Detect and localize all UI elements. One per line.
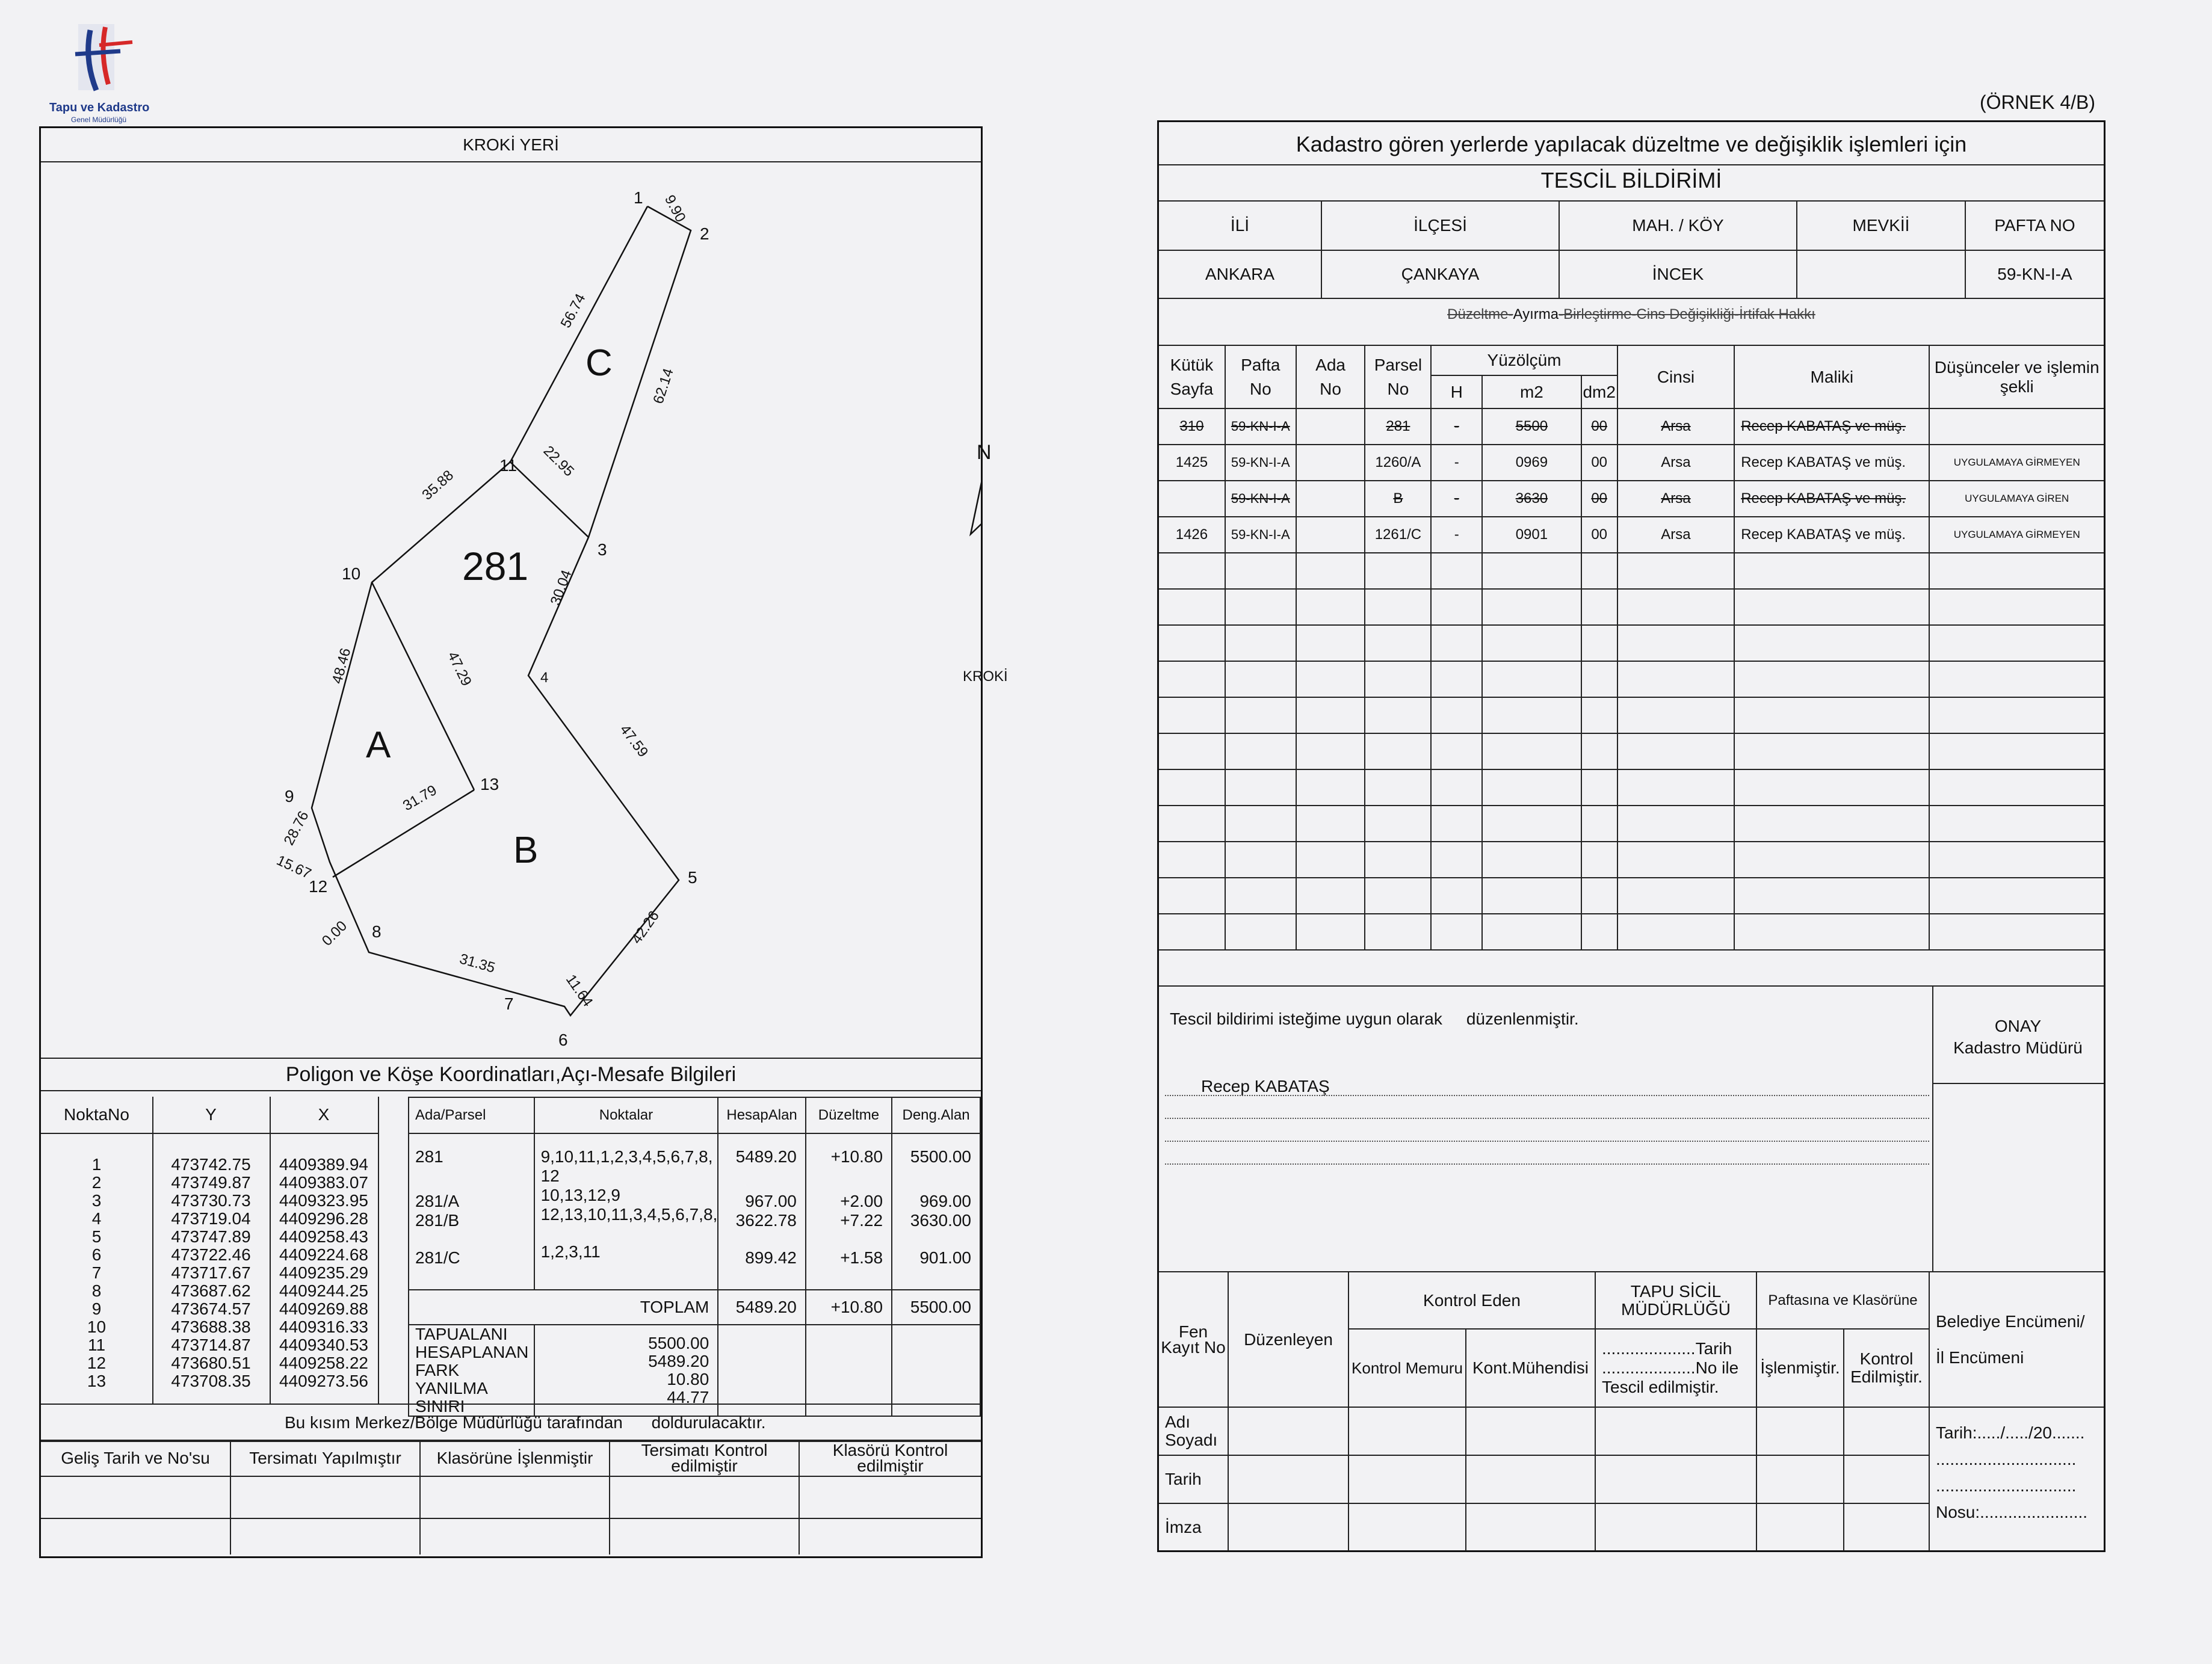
cell-h: - — [1431, 408, 1482, 445]
registry-table — [1159, 345, 2104, 951]
cell-ada — [1296, 445, 1365, 481]
cell-parsel: B — [1365, 481, 1431, 517]
distance-label: 0.00 — [318, 917, 351, 949]
coordinate-row — [41, 1246, 378, 1264]
cell-kutuk: 1425 — [1159, 445, 1225, 481]
coord-x: 4409340.53 — [279, 1336, 368, 1354]
coord-no: 10 — [87, 1317, 107, 1336]
distance-label: 28.76 — [280, 808, 312, 848]
loc-ilce-head: İLÇESİ — [1321, 201, 1559, 250]
declaration-box — [1159, 985, 2104, 1272]
col-parsel: Parsel No — [1365, 345, 1431, 408]
office-note: Bu kısım Merkez/Bölge Müdürlüğü tarafından — [285, 1413, 623, 1432]
point-label: 11 — [499, 456, 517, 475]
cell-maliki: Recep KABATAŞ ve müş. — [1734, 517, 1929, 553]
belediye-box: Belediye Encümeni/ İl Encümeni — [1929, 1272, 2104, 1407]
col-y: Y — [152, 1097, 271, 1134]
coord-no: 2 — [91, 1173, 102, 1192]
operation-type: Düzeltme-Ayırma-Birleştirme-Cins Değişikliği-İrtifak Hakkı — [1447, 306, 1815, 322]
col-yuzolcum: Yüzölçüm — [1431, 345, 1617, 375]
parcel-281-boundary — [312, 206, 691, 1015]
coord-y: 473717.67 — [171, 1263, 251, 1282]
cell-parsel: 1260/A — [1365, 445, 1431, 481]
sketch-title: KROKİ YERİ — [463, 135, 559, 154]
onay-box — [1932, 1015, 2104, 1059]
coord-x: 4409273.56 — [279, 1372, 368, 1390]
office-note-row — [41, 1404, 981, 1442]
coordinates-header — [41, 1058, 981, 1091]
loc-mevki — [1797, 250, 1965, 298]
example-ref: (ÖRNEK 4/B) — [1980, 91, 2096, 113]
distance-label: 30.04 — [547, 567, 575, 608]
coord-y: 473714.87 — [171, 1336, 251, 1354]
sketch-header — [41, 128, 981, 162]
coord-y: 473719.04 — [171, 1209, 251, 1228]
coord-no: 6 — [91, 1245, 102, 1264]
tarih-label: Tarih — [1159, 1455, 1228, 1503]
coord-no: 8 — [91, 1281, 102, 1300]
cell-h: - — [1431, 445, 1482, 481]
office-col: Klasörüne İşlenmiştir — [420, 1440, 610, 1476]
cell-cinsi: Arsa — [1617, 517, 1735, 553]
distance-label: 22.95 — [540, 442, 578, 480]
coord-y: 473722.46 — [171, 1245, 251, 1264]
area-hesap: 5489.20 967.00 3622.78 899.42 — [718, 1133, 806, 1290]
cell-m2: 0901 — [1482, 517, 1581, 553]
coord-x: 4409316.33 — [279, 1317, 368, 1336]
kroki-label: KROKİ — [963, 668, 1008, 685]
cell-h: - — [1431, 517, 1482, 553]
point-label: 1 — [634, 188, 643, 207]
area-parsels: 281 281/A 281/B 281/C — [409, 1133, 534, 1290]
coord-x: 4409389.94 — [279, 1155, 368, 1174]
point-label: 6 — [558, 1031, 568, 1049]
logo-sub: Genel Müdürlüğü — [71, 116, 127, 124]
col-ada: Ada No — [1296, 345, 1365, 408]
form-title: Kadastro gören yerlerde yapılacak düzeltme ve değişiklik işlemleri için — [1296, 132, 1967, 156]
coord-x: 4409383.07 — [279, 1173, 368, 1192]
summary-labels: TAPUALANI HESAPLANAN FARK YANILMA SINIRI — [409, 1325, 534, 1416]
distance-label: 31.79 — [400, 781, 440, 815]
col-m2: m2 — [1482, 375, 1581, 408]
coordinate-row — [41, 1354, 378, 1372]
north-arrow-icon — [971, 474, 981, 534]
duzenleyen: Düzenleyen — [1228, 1272, 1349, 1407]
form-subtitle: TESCİL BİLDİRİMİ — [1540, 168, 1722, 193]
coord-no: 9 — [91, 1299, 102, 1318]
area-duzeltme: +10.80 +2.00 +7.22 +1.58 — [806, 1133, 892, 1290]
registry-empty-row — [1159, 697, 2104, 733]
form-title-box — [1159, 122, 2104, 202]
loc-il: ANKARA — [1159, 250, 1321, 298]
registry-row — [1159, 481, 2104, 517]
distance-label: 47.29 — [444, 649, 475, 689]
coord-x: 4409296.28 — [279, 1209, 368, 1228]
registry-empty-row — [1159, 842, 2104, 878]
parcel-sketch — [41, 161, 981, 1184]
coord-x: 4409258.22 — [279, 1354, 368, 1372]
kontrol-edilmistir: Kontrol Edilmiştir. — [1844, 1329, 1929, 1407]
paftasina: Paftasına ve Klasörüne — [1756, 1272, 1929, 1329]
parcel-number: 281 — [462, 544, 529, 588]
cell-dm2: 00 — [1581, 481, 1617, 517]
cell-not — [1929, 408, 2104, 445]
col-cinsi: Cinsi — [1617, 345, 1735, 408]
cell-pafta: 59-KN-I-A — [1225, 517, 1296, 553]
cell-maliki: Recep KABATAŞ ve müş. — [1734, 408, 1929, 445]
points-table — [41, 1097, 379, 1404]
location-table — [1159, 200, 2104, 299]
distance-label: 56.74 — [557, 291, 589, 331]
toplam-hesap: 5489.20 — [718, 1290, 806, 1325]
coord-y: 473680.51 — [171, 1354, 251, 1372]
kontrol-eden: Kontrol Eden — [1349, 1272, 1595, 1329]
distance-label: 31.35 — [457, 951, 497, 976]
office-col: Klasörü Kontrol edilmiştir — [799, 1440, 981, 1476]
distance-label: 9.90 — [661, 192, 689, 225]
coordinate-row — [41, 1264, 378, 1282]
col-kutuk: Kütük Sayfa — [1159, 345, 1225, 408]
office-table — [41, 1440, 981, 1555]
registry-empty-row — [1159, 769, 2104, 806]
coord-no: 3 — [91, 1191, 102, 1210]
coordinate-row — [41, 1174, 378, 1192]
loc-ilce: ÇANKAYA — [1321, 250, 1559, 298]
coordinate-row — [41, 1300, 378, 1318]
coord-no: 1 — [91, 1155, 102, 1174]
distance-label: 35.88 — [419, 467, 457, 504]
subparcel-c: C — [585, 342, 613, 384]
cell-m2: 5500 — [1482, 408, 1581, 445]
declaration-text: Tescil bildirimi isteğime uygun olarak düzenlenmiştir. — [1170, 1009, 1579, 1028]
registry-empty-row — [1159, 625, 2104, 661]
cell-parsel: 1261/C — [1365, 517, 1431, 553]
coordinate-row — [41, 1156, 378, 1174]
logo — [42, 18, 162, 126]
cell-parsel: 281 — [1365, 408, 1431, 445]
coordinates-title: Poligon ve Köşe Koordinatları,Açı-Mesafe Bilgileri — [285, 1063, 737, 1086]
point-label: 2 — [700, 224, 709, 243]
coord-y: 473708.35 — [171, 1372, 251, 1390]
tarih-box: Tarih:...../...../20....... .............................. .............................. Nosu:....................... — [1929, 1407, 2104, 1551]
coord-no: 13 — [87, 1372, 107, 1390]
distance-label: 11.64 — [562, 972, 596, 1010]
coord-x: 4409269.88 — [279, 1299, 368, 1318]
loc-pafta-head: PAFTA NO — [1965, 201, 2104, 250]
coord-no: 12 — [87, 1354, 107, 1372]
col-dusunceler: Düşünceler ve işlemin şekli — [1929, 345, 2104, 408]
north-label: N — [977, 441, 992, 464]
distance-label: 48.46 — [329, 646, 354, 686]
cell-kutuk: 310 — [1159, 408, 1225, 445]
coord-y: 473749.87 — [171, 1173, 251, 1192]
point-label: 5 — [688, 868, 697, 887]
col-pafta: Pafta No — [1225, 345, 1296, 408]
cell-kutuk — [1159, 481, 1225, 517]
coord-no: 4 — [91, 1209, 102, 1228]
distance-label: 62.14 — [650, 366, 677, 406]
cell-h: - — [1431, 481, 1482, 517]
registry-row — [1159, 517, 2104, 553]
registry-row — [1159, 408, 2104, 445]
coordinate-row — [41, 1282, 378, 1300]
registry-empty-row — [1159, 733, 2104, 769]
registry-empty-row — [1159, 914, 2104, 950]
coordinate-row — [41, 1318, 378, 1336]
logo-name: Tapu ve Kadastro — [49, 101, 150, 114]
declarant-name: Recep KABATAŞ — [1201, 1077, 1330, 1095]
cell-cinsi: Arsa — [1617, 481, 1735, 517]
registry-empty-row — [1159, 589, 2104, 625]
adi-soyadi: Adı Soyadı — [1159, 1407, 1228, 1455]
toplam-duzeltme: +10.80 — [806, 1290, 892, 1325]
coordinate-row — [41, 1228, 378, 1246]
kont-muhendisi: Kont.Mühendisi — [1466, 1329, 1595, 1407]
col-parsel: Ada/Parsel — [409, 1097, 534, 1133]
point-label: 3 — [598, 540, 607, 559]
area-noktalar: 9,10,11,1,2,3,4,5,6,7,8, 12 10,13,12,9 12,13,10,11,3,4,5,6,7,8, 1,2,3,11 — [534, 1133, 718, 1290]
col-x: X — [270, 1097, 378, 1134]
coord-no: 7 — [91, 1263, 102, 1282]
col-duzeltme: Düzeltme — [806, 1097, 892, 1133]
cell-kutuk: 1426 — [1159, 517, 1225, 553]
col-dm2: dm2 — [1581, 375, 1617, 408]
tapu-tescil: ....................Tarih ....................No ile Tescil edilmiştir. — [1595, 1329, 1756, 1407]
cell-ada — [1296, 408, 1365, 445]
coord-x: 4409224.68 — [279, 1245, 368, 1264]
cell-pafta: 59-KN-I-A — [1225, 408, 1296, 445]
point-label: 4 — [540, 670, 549, 686]
distance-label: 47.59 — [616, 721, 652, 760]
onay-sub: Kadastro Müdürü — [1953, 1038, 2083, 1057]
coord-x: 4409244.25 — [279, 1281, 368, 1300]
cell-not: UYGULAMAYA GİREN — [1929, 481, 2104, 517]
cell-maliki: Recep KABATAŞ ve müş. — [1734, 481, 1929, 517]
cell-ada — [1296, 481, 1365, 517]
signature-table — [1159, 1271, 2104, 1551]
kontrol-memuru: Kontrol Memuru — [1349, 1329, 1466, 1407]
office-col: Tersimatı Yapılmıştır — [230, 1440, 420, 1476]
coord-y: 473747.89 — [171, 1227, 251, 1246]
islenmistir: İşlenmiştir. — [1756, 1329, 1844, 1407]
coord-x: 4409258.43 — [279, 1227, 368, 1246]
summary-values: 5500.00 5489.20 10.80 44.77 — [534, 1325, 718, 1416]
distance-label: 42.26 — [628, 908, 663, 948]
col-noktalar: Noktalar — [534, 1097, 718, 1133]
office-col: Geliş Tarih ve No'su — [41, 1440, 230, 1476]
col-maliki: Maliki — [1734, 345, 1929, 408]
coord-y: 473688.38 — [171, 1317, 251, 1336]
cell-m2: 0969 — [1482, 445, 1581, 481]
cell-dm2: 00 — [1581, 445, 1617, 481]
coordinate-row — [41, 1210, 378, 1228]
coord-y: 473687.62 — [171, 1281, 251, 1300]
tapu-sicil: TAPU SİCİL MÜDÜRLÜĞÜ — [1595, 1272, 1756, 1329]
loc-pafta: 59-KN-I-A — [1965, 250, 2104, 298]
cell-not: UYGULAMAYA GİRMEYEN — [1929, 517, 2104, 553]
onay-label: ONAY — [1994, 1017, 2042, 1035]
point-label: 13 — [480, 775, 499, 793]
cell-cinsi: Arsa — [1617, 445, 1735, 481]
loc-mevki-head: MEVKİİ — [1797, 201, 1965, 250]
right-panel — [1157, 120, 2105, 1552]
coordinate-row — [41, 1192, 378, 1210]
distance-label: 15.67 — [274, 852, 314, 883]
cell-maliki: Recep KABATAŞ ve müş. — [1734, 445, 1929, 481]
line-11-3 — [510, 462, 589, 537]
toplam-label: TOPLAM — [409, 1290, 718, 1325]
loc-mah: İNCEK — [1559, 250, 1797, 298]
area-table — [408, 1097, 981, 1417]
registry-row — [1159, 445, 2104, 481]
coord-x: 4409235.29 — [279, 1263, 368, 1282]
left-panel — [39, 126, 1008, 1558]
subparcel-a: A — [366, 724, 391, 766]
coord-y: 473742.75 — [171, 1155, 251, 1174]
coord-y: 473730.73 — [171, 1191, 251, 1210]
area-deng: 5500.00 969.00 3630.00 901.00 — [892, 1133, 980, 1290]
col-nokta: NoktaNo — [41, 1097, 153, 1134]
col-deng: Deng.Alan — [892, 1097, 980, 1133]
cell-dm2: 00 — [1581, 408, 1617, 445]
cell-cinsi: Arsa — [1617, 408, 1735, 445]
points-list — [41, 1156, 378, 1390]
cell-ada — [1296, 517, 1365, 553]
cell-dm2: 00 — [1581, 517, 1617, 553]
cell-pafta: 59-KN-I-A — [1225, 481, 1296, 517]
office-note-2: doldurulacaktır. — [651, 1413, 766, 1432]
tkgm-logo-icon — [42, 18, 162, 102]
imza-label: İmza — [1159, 1503, 1228, 1551]
cell-not: UYGULAMAYA GİRMEYEN — [1929, 445, 2104, 481]
toplam-deng: 5500.00 — [892, 1290, 980, 1325]
coord-x: 4409323.95 — [279, 1191, 368, 1210]
col-h: H — [1431, 375, 1482, 408]
registry-empty-row — [1159, 806, 2104, 842]
coordinate-row — [41, 1372, 378, 1390]
point-label: 8 — [372, 922, 382, 941]
loc-mah-head: MAH. / KÖY — [1559, 201, 1797, 250]
registry-empty-row — [1159, 878, 2104, 914]
col-hesap: HesapAlan — [718, 1097, 806, 1133]
cell-m2: 3630 — [1482, 481, 1581, 517]
registry-empty-row — [1159, 553, 2104, 589]
point-label: 7 — [504, 994, 514, 1013]
cell-pafta: 59-KN-I-A — [1225, 445, 1296, 481]
office-col: Tersimatı Kontrol edilmiştir — [610, 1440, 799, 1476]
coord-y: 473674.57 — [171, 1299, 251, 1318]
coord-no: 5 — [91, 1227, 102, 1246]
subparcel-b: B — [513, 830, 539, 871]
loc-il-head: İLİ — [1159, 201, 1321, 250]
point-label: 10 — [342, 564, 361, 583]
point-label: 12 — [309, 877, 328, 896]
point-label: 9 — [285, 787, 294, 806]
coordinate-row — [41, 1336, 378, 1354]
fen-kayit: Fen Kayıt No — [1159, 1272, 1228, 1407]
registry-empty-row — [1159, 661, 2104, 697]
coord-no: 11 — [87, 1336, 106, 1354]
